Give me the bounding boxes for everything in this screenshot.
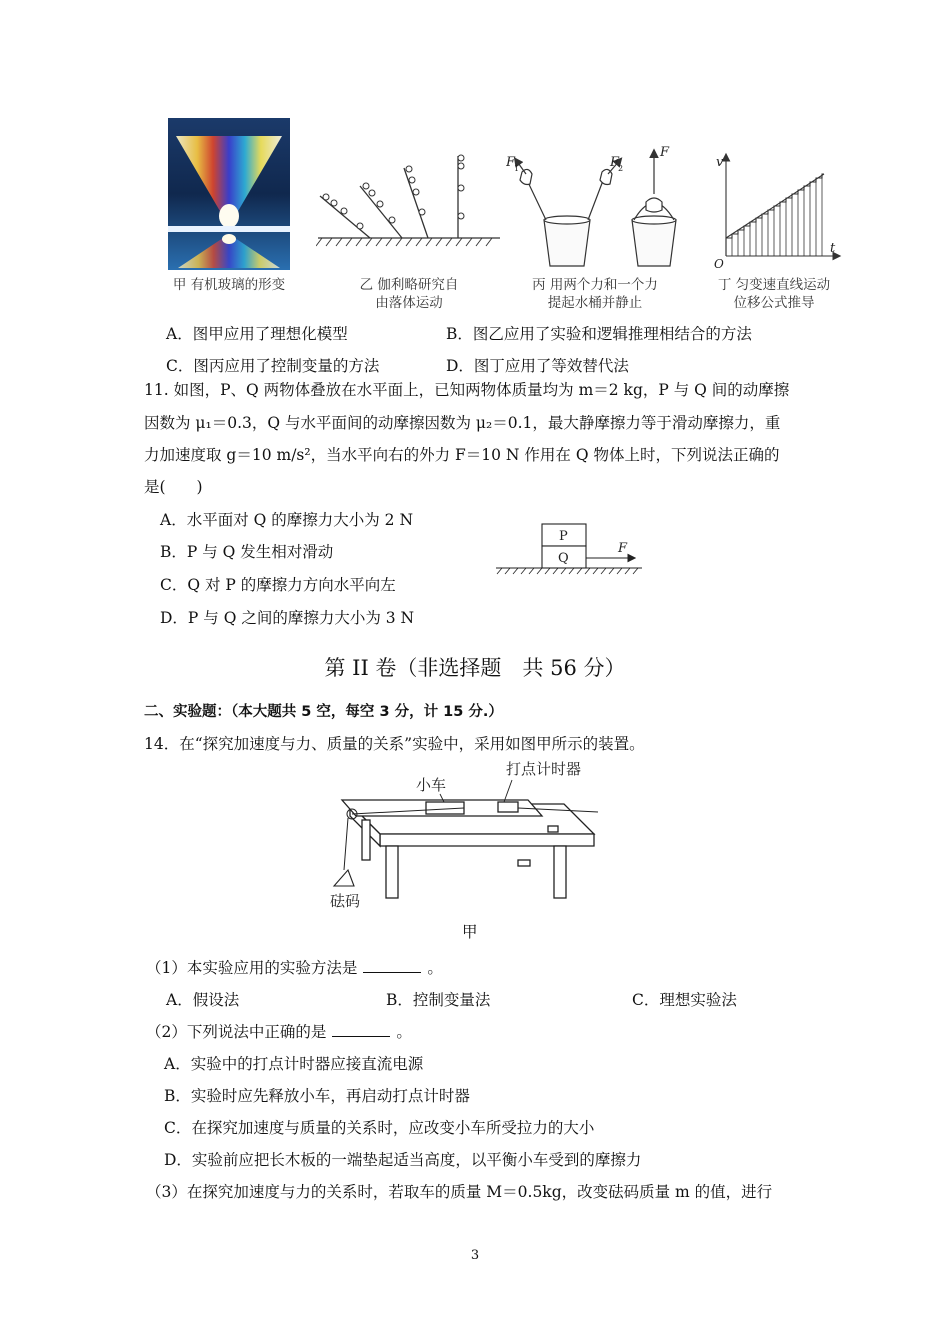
page-number: 3 — [470, 1248, 480, 1263]
section2-title: 二、实验题：（本大题共 5 空，每空 3 分，计 15 分.） — [144, 704, 503, 720]
timer-label: 打点计时器 — [506, 760, 582, 778]
figure-yi-galileo — [316, 152, 502, 252]
q10-option-b: B．图乙应用了实验和逻辑推理相结合的方法 — [446, 325, 752, 343]
figure-jia-plexiglass — [168, 118, 290, 270]
bucket-forces-drawing — [506, 144, 684, 270]
figure-ding-caption-line1: 丁 匀变速直线运动 — [717, 277, 831, 293]
origin-label: O — [714, 257, 724, 270]
figure-jia-caption: 甲 有机玻璃的形变 — [172, 277, 286, 293]
q10-option-d: D．图丁应用了等效替代法 — [446, 357, 629, 375]
q11-stem-line4: 是( ) — [144, 478, 203, 496]
part2-heading: 第 II 卷（非选择题 共 56 分） — [324, 656, 626, 680]
figure-cart-apparatus — [328, 758, 600, 926]
q11-option-c: C．Q 对 P 的摩擦力方向水平向左 — [160, 576, 396, 594]
q14-sub2-option-d: D．实验前应把长木板的一端垫起适当高度，以平衡小车受到的摩擦力 — [164, 1151, 642, 1169]
q14-sub1-option-b: B．控制变量法 — [386, 991, 491, 1009]
q10-option-a: A．图甲应用了理想化模型 — [166, 325, 348, 343]
q14-intro: 14．在“探究加速度与力、质量的关系”实验中，采用如图甲所示的装置。 — [144, 735, 645, 753]
q14-sub2-answer-blank[interactable] — [332, 1022, 390, 1037]
q14-sub1-option-a: A．假设法 — [166, 991, 240, 1009]
pq-block-diagram — [494, 520, 644, 576]
q14-sub2-option-a: A．实验中的打点计时器应接直流电源 — [164, 1055, 424, 1073]
q14-sub2-option-b: B．实验时应先释放小车，再启动打点计时器 — [164, 1087, 470, 1105]
block-q-label: Q — [558, 551, 569, 566]
q14-sub1 — [146, 958, 443, 978]
force-f1-subscript: 1 — [514, 164, 520, 173]
q14-sub3: （3）在探究加速度与力的关系时，若取车的质量 M＝0.5kg，改变砝码质量 m 的值，进行 — [146, 1183, 773, 1201]
force-f1-label: F — [506, 155, 516, 170]
plexiglass-photo — [168, 118, 290, 270]
block-p-label: P — [559, 529, 568, 544]
q14-sub2 — [146, 1022, 412, 1042]
force-f2-subscript: 2 — [618, 164, 624, 173]
q11-option-a: A．水平面对 Q 的摩擦力大小为 2 N — [160, 511, 414, 529]
q14-sub1-period: 。 — [427, 959, 443, 977]
q10-option-c: C．图丙应用了控制变量的方法 — [166, 357, 380, 375]
cart-label: 小车 — [416, 776, 447, 794]
velocity-time-graph — [712, 150, 844, 270]
force-f-arrow-label: F — [618, 541, 628, 556]
q14-sub2-stem: （2）下列说法中正确的是 — [146, 1023, 327, 1041]
figure-yi-caption-line1: 乙 伽利略研究自 — [359, 277, 459, 293]
figure-ding-vt-graph — [712, 150, 844, 270]
figure-pq-blocks — [494, 520, 644, 576]
force-f2-label: F — [610, 155, 620, 170]
q11-option-d: D．P 与 Q 之间的摩擦力大小为 3 N — [160, 609, 415, 627]
figure-bing-bucket — [506, 144, 684, 270]
figure-bing-caption-line1: 丙 用两个力和一个力 — [532, 277, 658, 293]
inclined-planes-drawing — [316, 152, 502, 252]
q11-option-b: B．P 与 Q 发生相对滑动 — [160, 543, 334, 561]
q14-sub2-period: 。 — [396, 1023, 412, 1041]
axis-v-label: v — [716, 155, 724, 170]
q14-sub1-option-c: C．理想实验法 — [632, 991, 737, 1009]
figure-yi-caption-line2: 由落体运动 — [375, 295, 443, 311]
q14-sub2-option-c: C．在探究加速度与质量的关系时，应改变小车所受拉力的大小 — [164, 1119, 595, 1137]
force-f-label: F — [660, 145, 670, 160]
figure-ding-caption-line2: 位移公式推导 — [733, 295, 815, 311]
q14-sub1-answer-blank[interactable] — [363, 958, 421, 973]
q11-stem-line1: 11. 如图，P、Q 两物体叠放在水平面上，已知两物体质量均为 m＝2 kg，P 与 Q 间的动摩擦 — [144, 381, 790, 399]
cart-track-diagram — [328, 758, 600, 926]
q11-stem-line3: 力加速度取 g＝10 m/s²，当水平向右的外力 F＝10 N 作用在 Q 物体上时，下列说法正确的 — [144, 446, 780, 464]
q11-stem-line2: 因数为 μ₁＝0.3，Q 与水平面间的动摩擦因数为 μ₂＝0.1，最大静摩擦力等于滑动摩擦力，重 — [144, 414, 781, 432]
weight-label: 砝码 — [330, 892, 361, 910]
q14-sub1-stem: （1）本实验应用的实验方法是 — [146, 959, 358, 977]
figure-bing-caption-line2: 提起水桶并静止 — [547, 295, 643, 311]
axis-t-label: t — [830, 241, 836, 256]
figure-cart-caption: 甲 — [462, 923, 478, 941]
